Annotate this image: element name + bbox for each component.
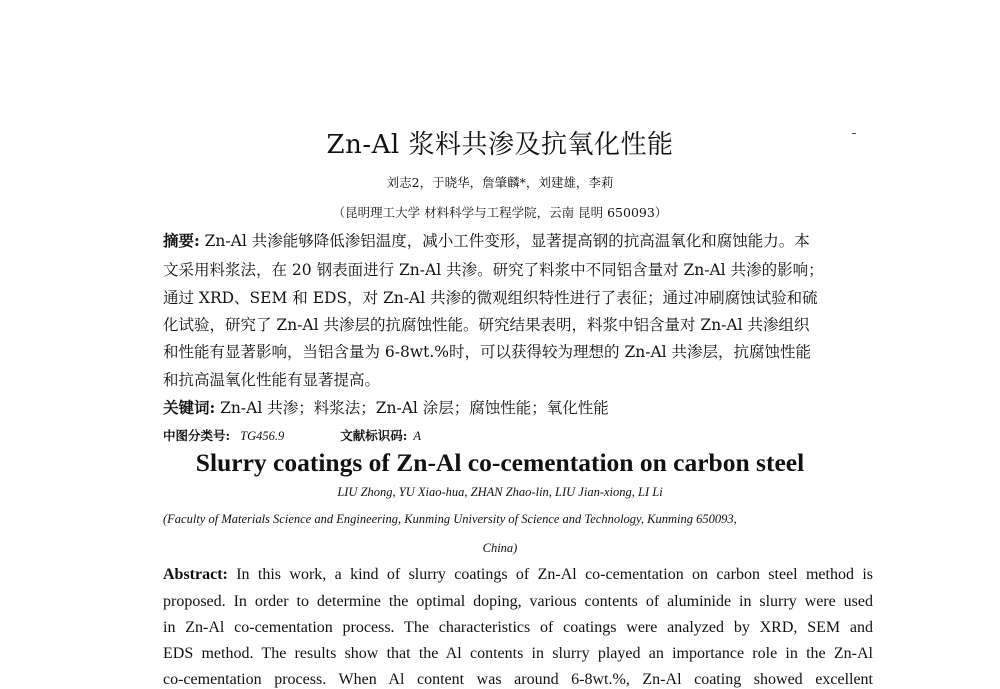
- chinese-abstract-line: 通过 XRD、SEM 和 EDS，对 Zn-Al 共渗的微观组织特性进行了表征；通过冲刷腐蚀试验和硫: [163, 289, 818, 307]
- english-authors: LIU Zhong, YU Xiao-hua, ZHAN Zhao-lin, LIU Jian-xiong, LI Li: [337, 485, 663, 499]
- chinese-abstract-label: 摘要:: [163, 231, 200, 250]
- chinese-keywords: 关键词: Zn-Al 共渗；料浆法；Zn-Al 涂层；腐蚀性能；氧化性能: [163, 398, 609, 417]
- chinese-title: Zn-Al 浆料共渗及抗氧化性能: [326, 130, 674, 160]
- chinese-abstract-line: 化试验，研究了 Zn-Al 共渗层的抗腐蚀性能。研究结果表明，料浆中铝含量对 Zn-Al 共渗组织: [163, 316, 810, 334]
- clc-value: TG456.9: [240, 429, 285, 443]
- classification-line: [163, 426, 421, 444]
- keywords-label: 关键词:: [163, 398, 216, 417]
- chinese-abstract-line: 文采用料浆法，在 20 钢表面进行 Zn-Al 共渗。研究了料浆中不同铝含量对 Zn-Al 共渗的影响；: [163, 261, 824, 279]
- chinese-abstract-line: 和性能有显著影响，当铝含量为 6-8wt.%时，可以获得较为理想的 Zn-Al 共渗层，抗腐蚀性能: [163, 343, 812, 361]
- english-title: Slurry coatings of Zn-Al co-cementation on carbon steel: [195, 448, 805, 477]
- doc-code-label: 文献标识码:: [340, 428, 408, 443]
- chinese-abstract-line: 摘要: Zn-Al 共渗能够降低渗铝温度，减小工件变形，显著提高钢的抗高温氧化和腐蚀能力。本: [163, 231, 810, 250]
- chinese-abstract-line: 和抗高温氧化性能有显著提高。: [163, 371, 381, 389]
- english-abstract-line: Abstract: In this work, a kind of slurry coatings of Zn-Al co-cementation on carbon steel method is: [163, 566, 873, 583]
- chinese-authors: 刘志2，于晓华，詹肇麟*，刘建雄，李莉: [386, 175, 614, 190]
- english-abstract-label: Abstract:: [163, 566, 228, 583]
- english-abstract-line: proposed. In order to determine the optimal doping, various contents of aluminide in slurry were used: [163, 593, 873, 610]
- chinese-affiliation: （昆明理工大学 材料科学与工程学院，云南 昆明 650093）: [332, 205, 668, 220]
- english-affiliation-country: China): [482, 541, 518, 555]
- clc-label: 中图分类号:: [163, 428, 231, 443]
- doc-code-value: A: [413, 429, 421, 443]
- english-abstract-line: co-cementation process. When Al content was around 6-8wt.%, Zn-Al coating showed excellent: [163, 671, 873, 688]
- english-affiliation: (Faculty of Materials Science and Engineering, Kunming University of Science and Technology, Kunming 650093,: [163, 512, 737, 526]
- english-abstract-line: in Zn-Al co-cementation process. The characteristics of coatings were analyzed by XRD, SEM and: [163, 619, 873, 636]
- english-abstract-line: EDS method. The results show that the Al contents in slurry played an importance role in the Zn-Al: [163, 645, 873, 662]
